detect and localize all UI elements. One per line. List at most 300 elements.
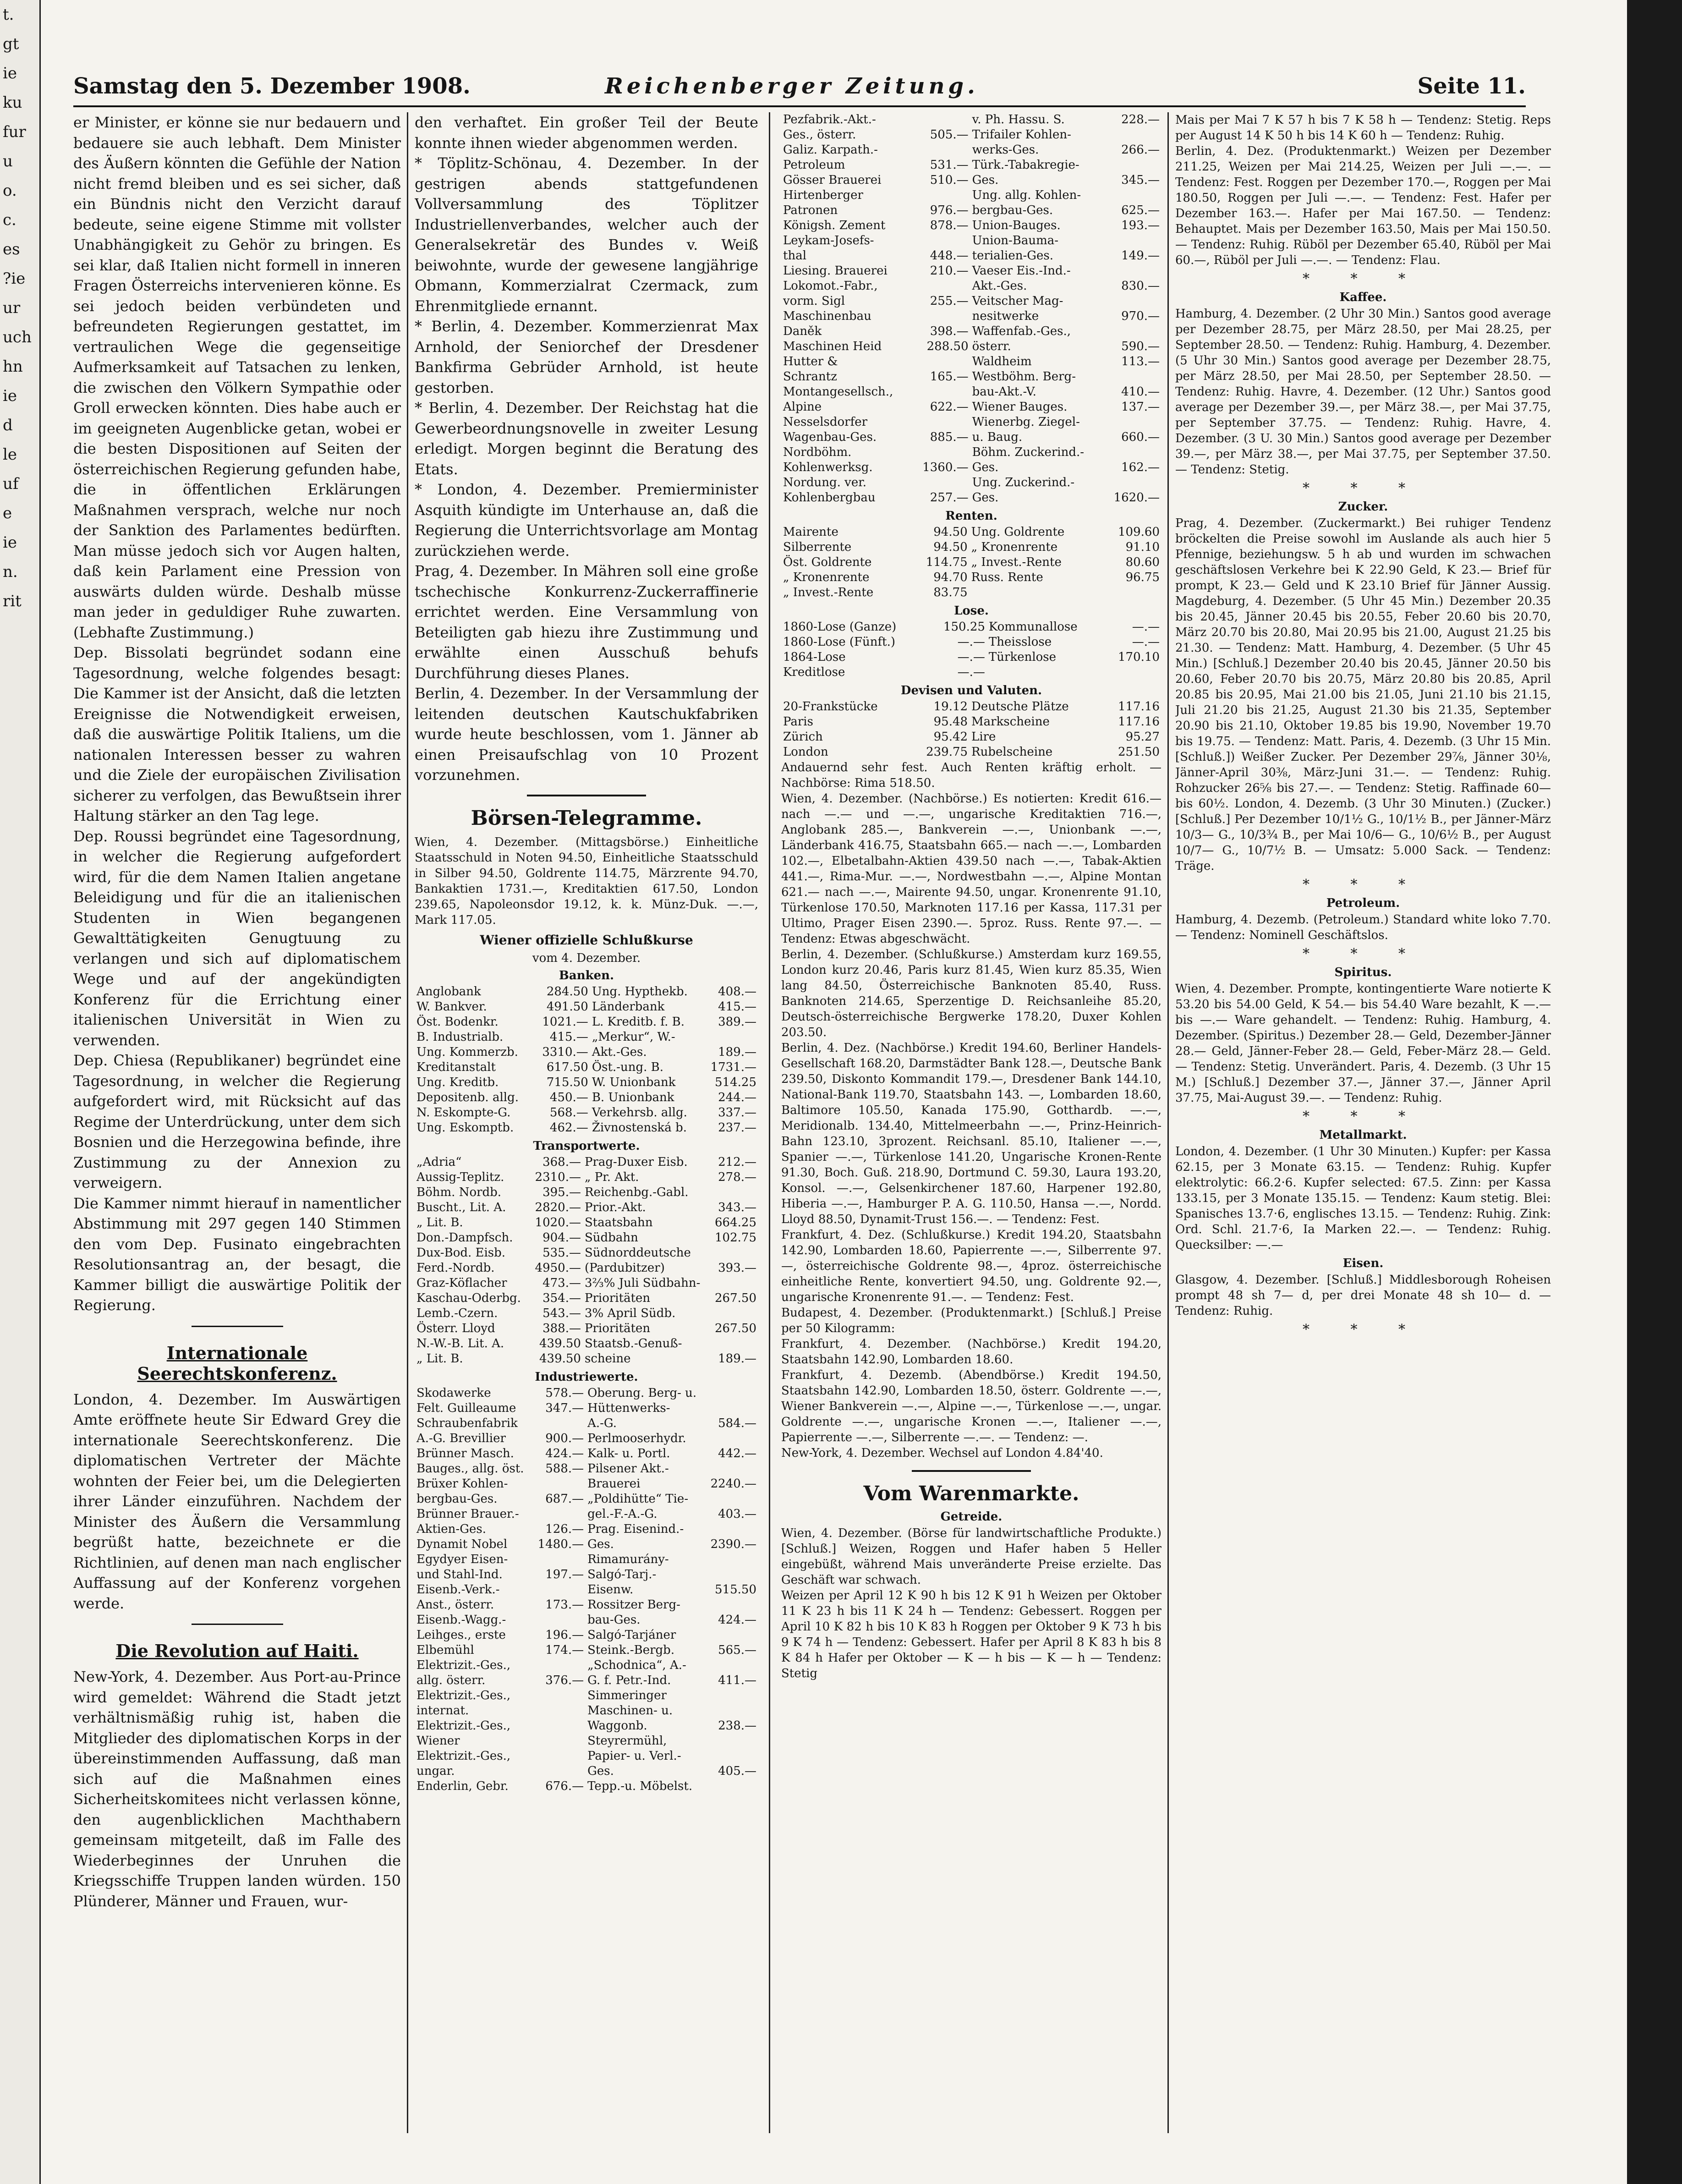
section-banken: Banken. [559, 968, 614, 982]
strip-fragment: ie [3, 64, 17, 82]
quote-value: 970.— [1121, 309, 1160, 323]
security-name: bau-Ges. [587, 1613, 641, 1627]
table-row [781, 430, 1162, 445]
quote-value: 347.— [545, 1401, 584, 1415]
security-name: Patronen [783, 203, 838, 217]
security-name: Wienerbg. Ziegel- [972, 415, 1080, 429]
security-name: „Adria“ [416, 1155, 462, 1169]
quote-value [533, 1688, 586, 1703]
news-item: * Berlin, 4. Dezember. Der Reichstag hat die Gewerbeordnungsnovelle in zweiter Lesung erledigt. Morgen beginnt die Beratung des Etats. [415, 399, 758, 478]
quote-value: 19.12 [933, 700, 968, 713]
security-name: Schraubenfabrik [416, 1416, 518, 1430]
table-row [415, 1015, 758, 1030]
security-name: Ges. [972, 173, 999, 187]
market-note: Andauernd sehr fest. Auch Renten kräftig erholt. — Nachbörse: Rima 518.50. [781, 761, 1162, 790]
quote-value: 568.— [549, 1105, 588, 1119]
table-transport [415, 1155, 758, 1366]
security-name: Elektrizit.-Ges., [416, 1718, 511, 1733]
quote-value [913, 475, 970, 490]
security-name: Ung. Zuckerind.- [972, 476, 1075, 489]
table-row [781, 369, 1162, 384]
quote-value [533, 1718, 586, 1734]
quote-value: 91.10 [1125, 540, 1160, 554]
article-paragraph: Dep. Chiesa (Republikaner) begründet eine Tagesordnung, in welcher die Regierung aufgefordert wird, mit Rücksicht auf das Regime der Unterdrückung, unter dem sich Bosnien und die Herzegowina befinde, ihre Zustimmung zu der Annexion zu verweigern. [73, 1052, 401, 1191]
market-report: Berlin, 4. Dezember. (Schlußkurse.) Amsterdam kurz 169.55, London kurz 20.46, Paris kurz 81.45, Wien kurz 85.35, Wien lang 84.50, Österreichische Banknoten 85.40, Russ. Banknoten 214.65, Sperzentige D. Reichsanleihe 85.20, Deutsch-österreichische Bergwerke 178.20, Duxer Kohlen 203.50. [781, 948, 1162, 1039]
security-name: Theisslose [988, 635, 1052, 649]
security-name: Felt. Guilleaume [416, 1401, 516, 1415]
quote-value: 578.— [545, 1386, 584, 1400]
table-row [781, 173, 1162, 188]
security-name: Ung. allg. Kohlen- [972, 188, 1081, 202]
security-name: Graz-Köflacher [416, 1276, 507, 1290]
security-name: Lire [971, 730, 996, 744]
quote-value: 117.16 [1118, 700, 1160, 713]
quote-value: 94.70 [933, 571, 968, 584]
quote-value: 388.— [542, 1321, 581, 1335]
quote-value: 389.— [718, 1015, 756, 1029]
security-name: Staatsb.-Genuß- [584, 1336, 682, 1350]
market-report: New-York, 4. Dezember. Wechsel auf London 4.84'40. [781, 1446, 1103, 1460]
quote-value: 255.— [930, 294, 969, 308]
quote-value [710, 1276, 758, 1291]
table-row [415, 1120, 758, 1136]
quote-value: 4950.— [535, 1261, 581, 1275]
security-name: Rossitzer Berg- [587, 1597, 680, 1612]
quote-value: 415.— [718, 999, 756, 1014]
security-name: Hirtenberger [783, 188, 863, 202]
quote-value: 237.— [718, 1120, 756, 1135]
security-name: Aktien-Ges. [416, 1522, 486, 1536]
quote-value [533, 1703, 586, 1718]
section-industrie: Industriewerte. [535, 1370, 638, 1384]
table-row [781, 127, 1162, 143]
quote-value: 505.— [930, 128, 969, 142]
quote-value: 535.— [542, 1246, 581, 1260]
security-name: A.-G. Brevillier [416, 1431, 506, 1445]
quote-value: 543.— [542, 1306, 581, 1320]
section-stars: * * * [1302, 1108, 1424, 1125]
security-name: Öst. Bodenkr. [416, 1015, 499, 1029]
security-name: Ges. [587, 1764, 614, 1778]
market-report: Wien, 4. Dezember. Prompte, kontingentierte Ware notierte K 53.20 bis 54.00 Geld, K 54.— bis 54.40 Ware bezahlt, K —.— bis —.— Ware gehandelt. — Tendenz: Ruhig. Hamburg, 4. Dezember. (Spiritus.) Dezember 28.— Geld, Dezember-Jänner 28.— Geld, Jänner-Feber 28.— Geld, Feber-März 28.— Geld. — Tendenz: Stetig. Unverändert. Paris, 4. Dezemb. (3 Uhr 15 M.) [Schluß.] Dezember 37.—, Jänner 37.—, Jänner April 37.75, Mai-August 39.—. — Tendenz: Ruhig. [1175, 982, 1551, 1105]
page-edge-shadow [1627, 0, 1682, 2184]
quote-value: 405.— [718, 1764, 756, 1778]
quote-value [533, 1734, 586, 1749]
table-row [415, 1582, 758, 1597]
table-row [415, 1597, 758, 1613]
quote-value: —.— [957, 635, 985, 649]
quote-value: 510.— [930, 173, 969, 187]
security-name: „Schodnica“, A.- [587, 1658, 686, 1672]
security-name: „ Invest.-Rente [971, 555, 1062, 569]
quote-value: 95.27 [1125, 730, 1160, 744]
quote-value [710, 1336, 758, 1351]
security-name: Deutsche Plätze [971, 700, 1069, 713]
security-name: N. Eskompte-G. [416, 1105, 511, 1119]
table-row [415, 1351, 758, 1366]
table-row [415, 1386, 758, 1401]
security-name: Leihges., erste [416, 1628, 506, 1642]
table-renten [781, 525, 1162, 600]
table-row [781, 339, 1162, 354]
security-name: nesitwerke [972, 309, 1039, 323]
section-devisen: Devisen und Valuten. [900, 684, 1042, 697]
security-name: Vaeser Eis.-Ind.- [972, 264, 1071, 278]
security-name: „ Kronenrente [971, 540, 1058, 554]
quote-value: 1620.— [1113, 491, 1160, 505]
table-row [781, 279, 1162, 294]
security-name: Waldheim [972, 355, 1032, 368]
security-name: Maschinenbau [783, 309, 871, 323]
security-name: Oberung. Berg- u. [587, 1386, 697, 1400]
security-name: Aussig-Teplitz. [416, 1170, 504, 1184]
section-metall: Metallmarkt. [1319, 1128, 1407, 1142]
security-name: Ung. Goldrente [971, 525, 1065, 539]
security-name: Enderlin, Gebr. [416, 1779, 509, 1793]
strip-fragment: u [3, 152, 13, 170]
quote-value: 664.25 [715, 1215, 756, 1229]
quote-value [706, 1749, 758, 1764]
quote-value: 565.— [718, 1643, 756, 1657]
quote-value: 904.— [542, 1230, 581, 1245]
security-name: Ges., österr. [783, 128, 856, 142]
security-name: Anglobank [416, 984, 481, 999]
quote-value: 1360.— [922, 461, 969, 474]
quote-value: 398.— [930, 324, 969, 338]
security-name: Trifailer Kohlen- [972, 128, 1071, 142]
table-row [415, 1552, 758, 1567]
security-name: Nordböhm. [783, 445, 852, 459]
quote-value: 368.— [542, 1155, 581, 1169]
security-name: vorm. Sigl [783, 294, 845, 308]
table-row [415, 1261, 758, 1276]
quote-value: 3310.— [542, 1045, 588, 1059]
security-name: terialien-Ges. [972, 249, 1054, 263]
security-name: Kohlenwerksg. [783, 461, 873, 474]
market-report: London, 4. Dezember. (1 Uhr 30 Minuten.) Kupfer: per Kassa 62.15, per 3 Monate 63.15. — Tendenz: Ruhig. Kupfer elektrolytic: 66.2·6. Kupfer selected: 67.5. Zinn: per Kassa 133.15, per 3 Monate 135.15. — Tendenz: Kaum stetig. Blei: Spanisches 13.7·6, englisches 13.15. — Tendenz: Ruhig. Zink: Ord. Schl. 21.7·6, Ia Marken 22.—. — Tendenz: Ruhig. Quecksilber: —.— [1175, 1145, 1551, 1252]
security-name: bergbau-Ges. [416, 1492, 498, 1506]
quote-value: 251.50 [1118, 745, 1160, 759]
table-row [415, 1628, 758, 1643]
market-report: Wien, 4. Dezember. (Mittagsbörse.) Einheitliche Staatsschuld in Noten 94.50, Einheitliche Staatsschuld in Silber 94.50, Goldrente 114.75, Märzrente 94.70, Bankaktien 1731.—, Kreditaktien 617.50, London 239.65, Napoleonsdor 19.12, k. k. Münz-Duk. —.—, Mark 117.05. [415, 835, 758, 927]
section-divider [912, 1470, 1031, 1472]
report-date: vom 4. Dezember. [532, 951, 641, 965]
security-name: Österr. Lloyd [416, 1321, 495, 1335]
quote-value: 337.— [718, 1105, 756, 1119]
issue-date: Samstag den 5. Dezember 1908. [73, 73, 471, 99]
quote-value: 126.— [545, 1522, 584, 1536]
security-name: Živnostenská b. [592, 1120, 687, 1135]
quote-value [1104, 263, 1162, 279]
table-row [781, 699, 1162, 714]
security-name: „ Pr. Akt. [584, 1170, 639, 1184]
table-row [781, 218, 1162, 233]
quote-value: 189.— [718, 1351, 756, 1366]
column-4 [1175, 112, 1551, 2133]
table-row [781, 309, 1162, 324]
headline-schlusskurse: Wiener offizielle Schlußkurse [480, 932, 693, 948]
security-name: Dux-Bod. Eisb. [416, 1246, 506, 1260]
table-row [415, 1567, 758, 1582]
quote-value: 80.60 [1125, 555, 1160, 569]
section-divider [192, 1624, 283, 1625]
quote-value: 288.50 [926, 340, 969, 353]
news-item: Prag, 4. Dezember. In Mähren soll eine große tschechische Konkurrenz-Zuckerraffinerie errichtet werden. Eine Versammlung von Beteiligten gab hiezu ihre Zustimmung und erwählte einen Ausschuß behufs Durchführung dieses Planes. [415, 562, 758, 682]
quote-value: 625.— [1121, 203, 1160, 217]
quote-value: 442.— [718, 1446, 756, 1460]
quote-value: 113.— [1121, 355, 1160, 368]
security-name: Elektrizit.-Ges., [416, 1658, 511, 1672]
quote-value: 189.— [718, 1045, 756, 1059]
market-report: Berlin, 4. Dez. (Nachbörse.) Kredit 194.60, Berliner Handels-Gesellschaft 168.20, Darmstädter Bank 128.—, Deutsche Bank 239.50, Diskonto Kommandit 179.—, Dresdener Bank 144.10, National-Bank 119.70, Staatsbahn 143. —, Lombarden 18.60, Baltimore 105.50, Kanada 175.90, Gotthardb. —.—, Meridionalb. 134.40, Mittelmeerbahn —.—, Prinz-Heinrich-Bahn 123.10, 3prozent. Reichsanl. 85.10, Italiener —.—, Spanier —.—, Türkenlose 141.20, Ungarische Kronen-Rente 91.30, Boch. Guß. 218.90, Dortmund C. 59.30, Laura 193.20, Konsol. —.—, Gelsenkirchener 187.60, Harpener 192.80, Hiberia —.—, Hamburger P. A. G. 110.50, Hansa —.—, Nordd. Lloyd 88.50, Dynamit-Trust 156.—. — Tendenz: Fest. [781, 1041, 1162, 1226]
table-row [415, 1703, 758, 1718]
quote-value: 491.50 [546, 999, 588, 1014]
security-name: B. Industrialb. [416, 1030, 504, 1044]
security-name: Silberrente [783, 540, 852, 554]
quote-value [1104, 324, 1162, 339]
security-name: gel.-F.-A.-G. [587, 1507, 657, 1521]
quote-value: 173.— [545, 1597, 584, 1612]
quote-value: 590.— [1121, 340, 1160, 353]
quote-value: —.— [957, 650, 985, 664]
quote-value: 395.— [542, 1185, 581, 1199]
table-row [781, 714, 1162, 730]
news-item: * London, 4. Dezember. Premierminister Asquith kündigte im Unterhause an, daß die Regierung die Unterrichtsvorlage am Montag zurückziehen werde. [415, 481, 758, 560]
table-row [415, 1170, 758, 1185]
security-name: Bauges., allg. öst. [416, 1461, 524, 1476]
table-row [415, 1522, 758, 1537]
table-row [415, 1200, 758, 1215]
quote-value: 114.75 [926, 555, 968, 569]
security-name: „ Lit. B. [416, 1351, 463, 1366]
quote-value [533, 1476, 586, 1492]
column-rule [407, 112, 408, 2133]
quote-value [533, 1749, 586, 1764]
security-name: Türk.-Tabakregie- [972, 158, 1079, 172]
security-name: „Poldihütte“ Tie- [587, 1492, 689, 1506]
security-name: Türkenlose [988, 650, 1057, 664]
security-name: Maschinen- u. [587, 1703, 673, 1718]
quote-value [706, 1658, 758, 1673]
security-name: „ Kronenrente [783, 571, 870, 584]
article-paragraph: Dep. Bissolati begründet sodann eine Tagesordnung, welche folgendes besagt: Die Kammer ist der Ansicht, daß die letzten Ereignisse die Notwendigkeit erweisen, daß die auswärtige Politik Italiens, um die nationalen Interessen besser zu wahren und die Ziele der europäischen Zivilisation sicherer zu verfolgen, das Bewußtsein ihrer Haltung stärker an den Tag lege. [73, 644, 401, 824]
quote-value [710, 1185, 758, 1200]
section-divider [192, 1326, 283, 1327]
table-row [781, 203, 1162, 218]
quote-value [913, 233, 970, 248]
security-name: Wiener [416, 1734, 460, 1748]
security-name: Länderbank [592, 999, 665, 1014]
masthead-title: Reichenberger Zeitung. [605, 73, 979, 99]
security-name: Hüttenwerks- [587, 1401, 670, 1415]
security-name: Steink.-Bergb. [587, 1643, 675, 1657]
quote-value: 617.50 [546, 1060, 588, 1074]
strip-fragment: ku [3, 93, 22, 112]
quote-value: 448.— [930, 249, 969, 263]
security-name: Eisenb.-Wagg.- [416, 1613, 506, 1627]
security-name: Rimamurány- [587, 1552, 669, 1566]
security-name: Montangesellsch., [783, 385, 893, 399]
table-row [781, 263, 1162, 279]
security-name [987, 665, 1104, 680]
quote-value [1104, 233, 1162, 248]
quote-value: 439.50 [539, 1351, 581, 1366]
table-row [415, 1643, 758, 1658]
table-row [781, 233, 1162, 248]
security-name: N.-W.-B. Lit. A. [416, 1336, 504, 1350]
section-renten: Renten. [945, 509, 997, 523]
quote-value [706, 1597, 758, 1613]
adjacent-page-strip [0, 0, 41, 2184]
quote-value [1104, 127, 1162, 143]
market-report: Berlin, 4. Dez. (Produktenmarkt.) Weizen per Dezember 211.25, Weizen per Mai 214.25, Weizen per Juli —.—. — Tendenz: Fest. Roggen per Dezember 170.—, Roggen per Mai 180.50, Roggen per Juli —.—. — Tendenz: Fest. Hafer per Dezember 163.—. Hafer per Mai 167.50. — Tendenz: Behauptet. Mais per Dezember 163.50, Mais per Mai 150.50. — Tendenz: Ruhig. Rüböl per Dezember 65.40, Rüböl per Mai 60.—, Rüböl per Juli —.—. — Tendenz: Flau. [1175, 144, 1551, 267]
security-name: Westböhm. Berg- [972, 370, 1076, 384]
security-name: London [783, 745, 828, 759]
news-item: * Töplitz-Schönau, 4. Dezember. In der gestrigen abends stattgefundenen Vollversammlung des Töplitzer Industriellenverbandes, welcher auch der Generalsekretär des Bundes v. Weiß beiwohnte, wurde der gewesene langjährige Obmann, Kommerzialrat Czermack, zum Ehrenmitgliede ernannt. [415, 154, 758, 315]
security-name: Prioritäten [584, 1291, 651, 1305]
table-row [415, 1030, 758, 1045]
quote-value: 137.— [1121, 400, 1160, 414]
table-banken [415, 984, 758, 1136]
section-petroleum: Petroleum. [1326, 896, 1400, 910]
security-name: Öst. Goldrente [783, 555, 872, 569]
security-name: Brünner Brauer.- [416, 1507, 519, 1521]
security-name: Nesselsdorfer [783, 415, 868, 429]
security-name: Staatsbahn [584, 1215, 653, 1229]
security-name: u. Baug. [972, 430, 1023, 444]
quote-value [706, 1703, 758, 1718]
security-name: Don.-Dampfsch. [416, 1230, 513, 1245]
security-name: Elbemühl [416, 1643, 474, 1657]
strip-fragment: es [3, 240, 20, 258]
section-stars: * * * [1302, 271, 1424, 287]
quote-value [1104, 369, 1162, 384]
table-row [415, 1105, 758, 1120]
quote-value: 473.— [542, 1276, 581, 1290]
table-row [781, 730, 1162, 745]
security-name: Tepp.-u. Möbelst. [587, 1779, 693, 1793]
table-row [781, 555, 1162, 570]
quote-value [533, 1507, 586, 1522]
market-report: Frankfurt, 4. Dezemb. (Abendbörse.) Kredit 194.50, Staatsbahn 142.90, Lombarden 18.50, österr. Goldrente —.—, Wiener Bankverein —.—, Alpine —.—, Türkenlose —.—, ungar. Goldrente —.—, ungarische Kronen —.—, Italiener —.—, Papierrente —.—, Silberrente —.—. — Tendenz: —. [781, 1368, 1162, 1444]
column-rule [769, 112, 770, 2133]
security-name: Südbahn [584, 1230, 638, 1245]
article-paragraph: den verhaftet. Ein großer Teil der Beute konnte ihnen wieder abgenommen werden. [415, 114, 758, 152]
quote-value [706, 1492, 758, 1507]
strip-fragment: hn [3, 357, 23, 376]
market-report: Wien, 4. Dezember. (Börse für landwirtschaftliche Produkte.) [Schluß.] Weizen, Roggen und Hafer haben 5 Heller eingebüßt, während Mais unveränderte Preise erzielte. Das Geschäft war schwach. [781, 1526, 1162, 1587]
security-name: 20-Frankstücke [783, 700, 878, 713]
security-name: Ges. [972, 461, 999, 474]
table-row [781, 158, 1162, 173]
quote-value [533, 1552, 586, 1567]
security-name: Öst.-ung. B. [592, 1060, 664, 1074]
security-name: Prioritäten [584, 1321, 651, 1335]
table-row [415, 1476, 758, 1492]
security-name: 1860-Lose (Fünft.) [783, 635, 896, 649]
security-name: Pezfabrik.-Akt.- [783, 113, 876, 126]
quote-value [913, 279, 970, 294]
quote-value [710, 1246, 758, 1261]
table-row [415, 1461, 758, 1476]
quote-value: 1480.— [537, 1537, 584, 1551]
security-name: Buscht., Lit. A. [416, 1200, 506, 1214]
quote-value [706, 1401, 758, 1416]
table-row [415, 1321, 758, 1336]
article-paragraph: London, 4. Dezember. Im Auswärtigen Amte eröffnete heute Sir Edward Grey die internationale Seerechtskonferenz. Die diplomatischen Vertreter der Mächte wohnten der Feier bei, um die Delegierten ihrer Länder einzuführen. Nachdem der Minister des Äußern die Versammlung begrüßt hatte, bezeichnete er die Richtlinien, auf denen man nach englischer Auffassung auf der Konferenz vorgehen werde. [73, 1390, 401, 1612]
security-name: Petroleum [783, 158, 845, 172]
security-name: Ung. Kreditb. [416, 1075, 499, 1089]
security-name: Rubelscheine [971, 745, 1053, 759]
quote-value: 150.25 [943, 620, 985, 634]
security-name: Kommunallose [988, 620, 1078, 634]
strip-fragment: d [3, 416, 13, 434]
security-name: Papier- u. Verl.- [587, 1749, 681, 1763]
security-name: Ung. Eskomptb. [416, 1120, 514, 1135]
quote-value [706, 1522, 758, 1537]
quote-value [913, 354, 970, 369]
security-name: Ung. Kommerzb. [416, 1045, 518, 1059]
quote-value: 197.— [545, 1567, 584, 1581]
quote-value: 515.50 [715, 1582, 756, 1597]
table-row [415, 1492, 758, 1507]
quote-value: 676.— [545, 1779, 584, 1793]
quote-value [1104, 188, 1162, 203]
security-name: Eisenb.-Verk.- [416, 1582, 500, 1597]
quote-value: 257.— [930, 491, 969, 505]
security-name: Kreditanstalt [416, 1060, 496, 1074]
security-name: Verkehrsb. allg. [592, 1105, 687, 1119]
market-report: Weizen per April 12 K 90 h bis 12 K 91 h Weizen per Oktober 11 K 23 h bis 11 K 24 h — Tendenz: Gebessert. Roggen per April 10 K 82 h bis 10 K 83 h Roggen per Oktober 9 K 73 h bis 9 K 74 h — Tendenz: Gebessert. Hafer per April 8 K 83 h bis 8 K 84 h Hafer per Oktober — K — h bis — K — h — Tendenz: Stetig [781, 1589, 1162, 1680]
quote-value: 193.— [1121, 219, 1160, 232]
quote-value [913, 188, 970, 203]
security-name: Akt.-Ges. [592, 1045, 647, 1059]
section-transport: Transportwerte. [533, 1139, 640, 1153]
section-kaffee: Kaffee. [1339, 291, 1387, 304]
security-name: Kohlenbergbau [783, 491, 876, 505]
security-name: Anst., österr. [416, 1597, 494, 1612]
table-row [415, 1613, 758, 1628]
security-name: Steyrermühl, [587, 1734, 667, 1748]
security-name: G. f. Petr.-Ind. [587, 1673, 671, 1687]
headline-boersen: Börsen-Telegramme. [471, 806, 702, 830]
table-row [781, 475, 1162, 490]
quote-value: 376.— [545, 1673, 584, 1687]
security-name: Brüxer Kohlen- [416, 1476, 508, 1491]
table-row [415, 1291, 758, 1306]
quote-value [913, 112, 970, 127]
market-report: Frankfurt, 4. Dez. (Schlußkurse.) Kredit 194.20, Staatsbahn 142.90, Lombarden 18.60, Papierrente —.—, Silberrente 97.—, österreichische Goldrente 98.—, 4proz. österreichische einheitliche Rente, konvertiert 94.50, ung. Goldrente 92.—, ungarische Kronenrente 91.—. — Tendenz: Fest. [781, 1228, 1162, 1304]
table-row [781, 540, 1162, 555]
security-name: Brünner Masch. [416, 1446, 514, 1460]
security-name: Böhm. Zuckerind.- [972, 445, 1085, 459]
security-name: ungar. [416, 1764, 455, 1778]
quote-value: 96.75 [1125, 571, 1160, 584]
strip-fragment: ie [3, 533, 17, 552]
security-name: „ Invest.-Rente [783, 586, 874, 599]
security-name: Simmeringer [587, 1688, 667, 1702]
quote-value: 174.— [545, 1643, 584, 1657]
table-row [415, 1075, 758, 1090]
news-item: * Berlin, 4. Dezember. Kommerzienrat Max Arnhold, der Seniorchef der Dresdener Bankfirma Gebrüder Arnhold, ist heute gestorben. [415, 318, 758, 396]
table-row [781, 112, 1162, 127]
security-name: Nordung. ver. [783, 476, 867, 489]
quote-value [1104, 665, 1162, 680]
quote-value [702, 1030, 758, 1045]
quote-value: 149.— [1121, 249, 1160, 263]
quote-value: 196.— [545, 1628, 584, 1642]
quote-value [533, 1613, 586, 1628]
